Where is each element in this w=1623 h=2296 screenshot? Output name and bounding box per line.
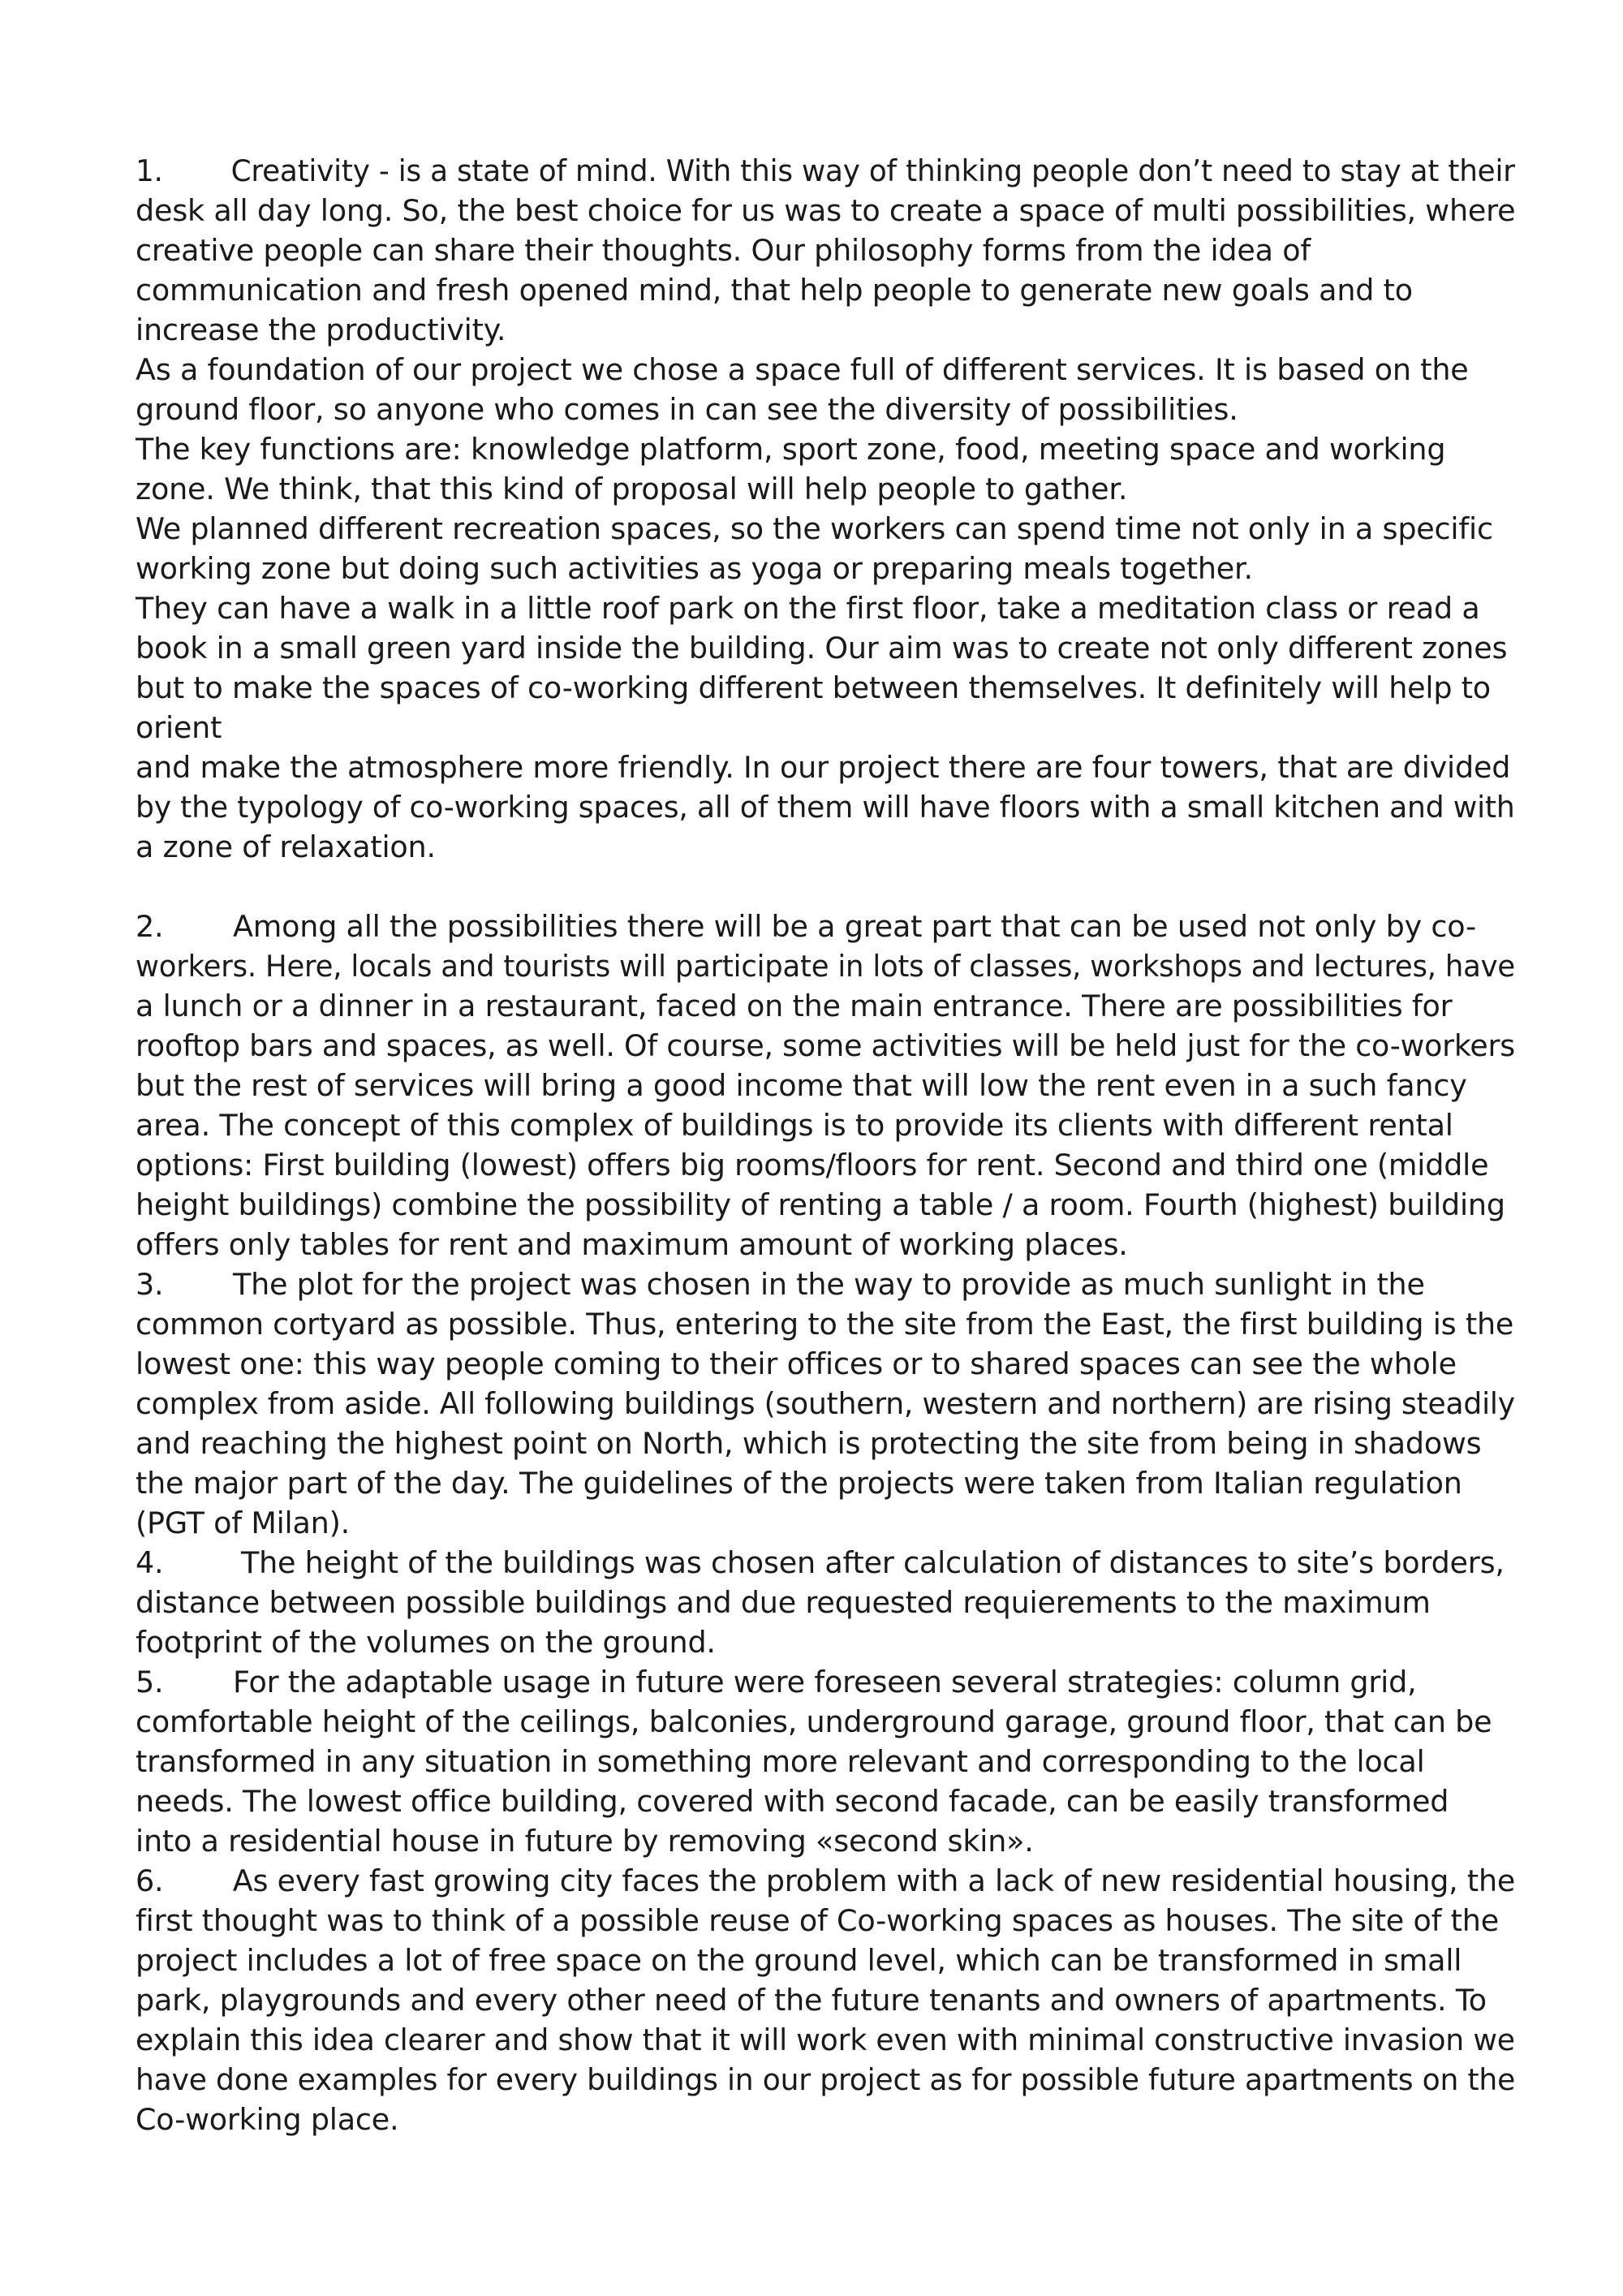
text-line — [136, 1702, 1515, 1742]
line-text: desk all day long. So, the best choice for us was to create a space of multi possibilities, where — [136, 193, 1516, 228]
line-text: comfortable height of the ceilings, balconies, underground garage, ground floor, that can be — [136, 1704, 1492, 1739]
text-line — [136, 1463, 1515, 1503]
line-text: book in a small green yard inside the building. Our aim was to create not only different zones — [136, 631, 1508, 666]
text-line — [136, 509, 1515, 549]
text-line — [136, 708, 1515, 747]
text-line — [136, 1264, 1515, 1304]
line-text: Among all the possibilities there will be a great part that can be used not only by co- — [233, 909, 1477, 944]
paragraph-gap — [136, 867, 1515, 907]
line-text: and reaching the highest point on North, which is protecting the site from being in shadows — [136, 1426, 1482, 1461]
line-text: a lunch or a dinner in a restaurant, faced on the main entrance. There are possibilities for — [136, 989, 1453, 1023]
text-line — [136, 230, 1515, 270]
text-line — [136, 469, 1515, 509]
text-line — [136, 747, 1515, 787]
list-number: 3. — [136, 1267, 164, 1302]
text-line — [136, 1424, 1515, 1463]
line-text: by the typology of co-working spaces, all of them will have floors with a small kitchen and with — [136, 790, 1515, 825]
text-line — [136, 310, 1515, 350]
text-line — [136, 1344, 1515, 1384]
text-line — [136, 390, 1515, 429]
text-line — [136, 1622, 1515, 1662]
line-text: options: First building (lowest) offers big rooms/floors for rent. Second and third one (middle — [136, 1148, 1489, 1182]
line-text: (PGT of Milan). — [136, 1506, 351, 1540]
list-number: 6. — [136, 1863, 164, 1898]
line-text: the major part of the day. The guidelines of the projects were taken from Italian regulation — [136, 1466, 1462, 1501]
line-text: workers. Here, locals and tourists will participate in lots of classes, workshops and lectures, have — [136, 949, 1516, 984]
text-line — [136, 1583, 1515, 1622]
text-line — [136, 1185, 1515, 1225]
line-text: height buildings) combine the possibility of renting a table / a room. Fourth (highest) building — [136, 1187, 1505, 1222]
line-text: Creativity - is a state of mind. With this way of thinking people don’t need to stay at their — [230, 153, 1515, 188]
text-line — [136, 1901, 1515, 1941]
line-text: Co-working place. — [136, 2102, 399, 2137]
line-text: zone. We think, that this kind of proposal will help people to gather. — [136, 472, 1128, 506]
line-text: but to make the spaces of co-working different between themselves. It definitely will help to — [136, 670, 1491, 705]
line-text: a zone of relaxation. — [136, 829, 436, 864]
line-text: The plot for the project was chosen in the way to provide as much sunlight in the — [233, 1267, 1425, 1302]
line-text: As a foundation of our project we chose a space full of different services. It is based on the — [136, 352, 1469, 387]
text-line — [136, 1026, 1515, 1066]
text-line — [136, 668, 1515, 708]
text-line — [136, 628, 1515, 668]
text-line — [136, 1225, 1515, 1264]
text-line — [136, 907, 1515, 946]
text-line — [136, 350, 1515, 390]
text-line — [136, 1105, 1515, 1145]
text-line — [136, 2100, 1515, 2139]
line-text: They can have a walk in a little roof park on the first floor, take a meditation class or read a — [136, 591, 1480, 626]
list-number: 2. — [136, 909, 164, 944]
text-line — [136, 1066, 1515, 1105]
line-text: communication and fresh opened mind, that help people to generate new goals and to — [136, 273, 1413, 308]
text-line — [136, 2060, 1516, 2100]
line-text: explain this idea clearer and show that it will work even with minimal constructive invasion we — [136, 2022, 1515, 2057]
text-line — [136, 588, 1515, 628]
text-line — [136, 1503, 1515, 1543]
line-text: have done examples for every buildings in our project as for possible future apartments on the — [136, 2062, 1516, 2097]
line-text: creative people can share their thoughts. Our philosophy forms from the idea of — [136, 233, 1311, 268]
line-text: orient — [136, 710, 222, 745]
line-text: rooftop bars and spaces, as well. Of course, some activities will be held just for the co-workers — [136, 1028, 1515, 1063]
text-line — [136, 191, 1515, 230]
line-text: footprint of the volumes on the ground. — [136, 1625, 716, 1660]
line-text: project includes a lot of free space on the ground level, which can be transformed in small — [136, 1943, 1462, 1978]
line-text: ground floor, so anyone who comes in can see the diversity of possibilities. — [136, 392, 1238, 427]
list-number: 5. — [136, 1665, 164, 1699]
line-text: but the rest of services will bring a good income that will low the rent even in a such fancy — [136, 1068, 1467, 1103]
text-line — [136, 1821, 1515, 1861]
line-text: transformed in any situation in something more relevant and corresponding to the local — [136, 1744, 1425, 1779]
list-number: 1. — [136, 153, 163, 188]
text-line — [136, 1384, 1515, 1424]
text-line — [136, 946, 1516, 986]
text-line — [136, 429, 1515, 469]
line-text: The key functions are: knowledge platform, sport zone, food, meeting space and working — [136, 432, 1446, 467]
document-page — [136, 151, 1515, 2139]
text-line — [136, 1742, 1515, 1781]
text-line — [136, 1941, 1515, 1980]
line-text: needs. The lowest office building, covered with second facade, can be easily transformed — [136, 1784, 1449, 1819]
text-line — [136, 1781, 1515, 1821]
text-line — [136, 549, 1515, 588]
line-text: As every fast growing city faces the problem with a lack of new residential housing, the — [232, 1863, 1516, 1898]
text-line — [136, 1145, 1515, 1185]
line-text: We planned different recreation spaces, so the workers can spend time not only in a specific — [136, 511, 1493, 546]
text-line — [136, 787, 1515, 827]
text-line — [136, 270, 1515, 310]
line-text: For the adaptable usage in future were foreseen several strategies: column grid, — [233, 1665, 1417, 1699]
line-text: first thought was to think of a possible reuse of Co-working spaces as houses. The site of the — [136, 1903, 1499, 1938]
line-text: complex from aside. All following buildings (southern, western and northern) are rising steadily — [136, 1386, 1515, 1421]
line-text: distance between possible buildings and due requested requierements to the maximum — [136, 1585, 1431, 1620]
line-text: working zone but doing such activities as yoga or preparing meals together. — [136, 551, 1253, 586]
line-text: increase the productivity. — [136, 312, 506, 347]
line-text: and make the atmosphere more friendly. In our project there are four towers, that are divided — [136, 750, 1511, 785]
text-line — [136, 827, 1515, 867]
text-line — [136, 2020, 1515, 2060]
list-number: 4. — [136, 1545, 164, 1580]
line-text: offers only tables for rent and maximum amount of working places. — [136, 1227, 1128, 1262]
text-line — [136, 1543, 1515, 1583]
text-line — [136, 1662, 1515, 1702]
line-text: lowest one: this way people coming to their offices or to shared spaces can see the whole — [136, 1346, 1457, 1381]
text-line — [136, 1980, 1515, 2020]
line-text: into a residential house in future by removing «second skin». — [136, 1824, 1034, 1859]
text-line — [136, 1304, 1515, 1344]
text-line — [136, 986, 1515, 1026]
line-text: The height of the buildings was chosen after calculation of distances to site’s borders, — [241, 1545, 1505, 1580]
text-line — [136, 1861, 1516, 1901]
text-line — [136, 151, 1515, 191]
line-text: area. The concept of this complex of buildings is to provide its clients with different rental — [136, 1108, 1453, 1143]
line-text: park, playgrounds and every other need of the future tenants and owners of apartments. To — [136, 1983, 1487, 2018]
line-text: common cortyard as possible. Thus, entering to the site from the East, the first building is the — [136, 1307, 1514, 1342]
